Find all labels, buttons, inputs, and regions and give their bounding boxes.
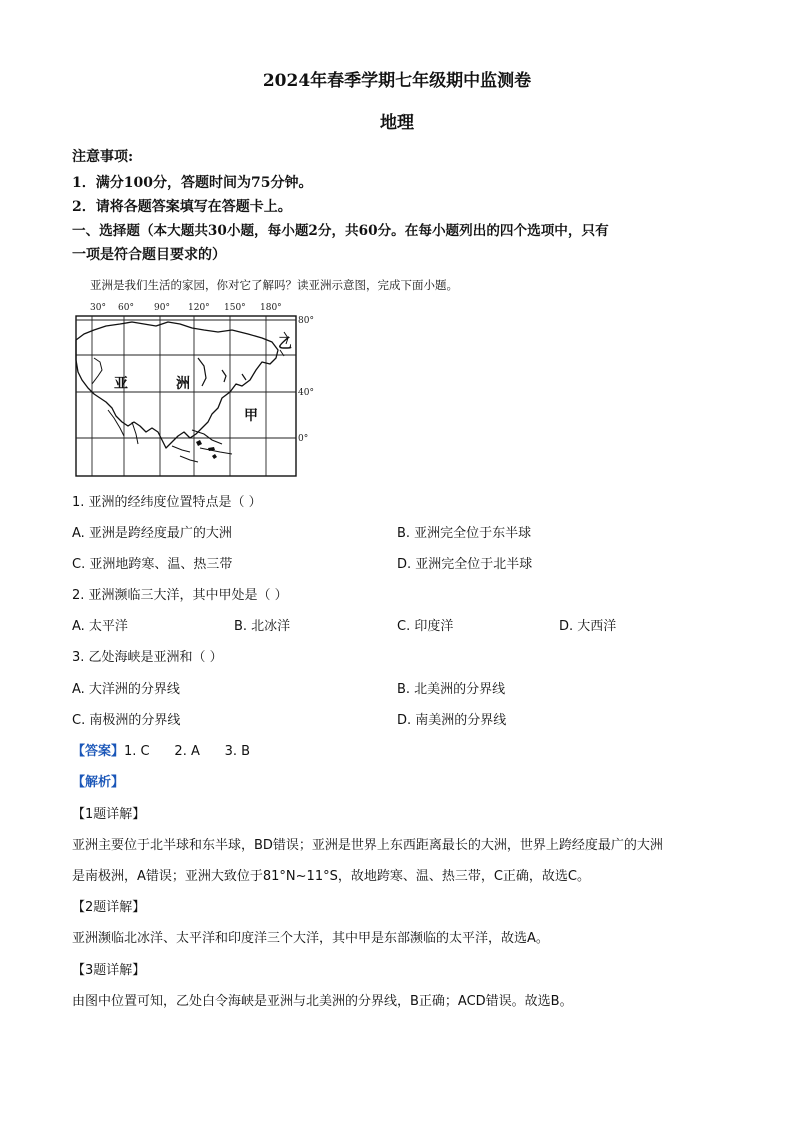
asia-map [72, 300, 322, 478]
q2-option-d[interactable]: D. 大西洋 [559, 619, 617, 634]
q1-option-c[interactable]: C. 亚洲地跨寒、温、热三带 [72, 557, 233, 572]
detail-2-line1: 亚洲濒临北冰洋、太平洋和印度洋三个大洋，其中甲是东部濒临的太平洋，故选A。 [72, 931, 549, 946]
lat-label-80: 80° [298, 316, 314, 326]
question-2-stem: 2. 亚洲濒临三大洋，其中甲处是（ ） [72, 588, 288, 603]
subject-title: 地理 [380, 113, 414, 133]
lat-label-0: 0° [298, 434, 309, 444]
map-label-zhou: 洲 [176, 376, 190, 392]
analysis-label: 【解析】 [72, 775, 125, 790]
q1-option-b[interactable]: B. 亚洲完全位于东半球 [397, 526, 532, 541]
question-1-stem: 1. 亚洲的经纬度位置特点是（ ） [72, 495, 262, 510]
question-intro: 亚洲是我们生活的家园，你对它了解吗？读亚洲示意图，完成下面小题。 [90, 278, 458, 292]
q3-option-b[interactable]: B. 北美洲的分界线 [397, 682, 506, 697]
note-item: 1．满分100分，答题时间为75分钟。 [72, 175, 313, 191]
lon-label-180: 180° [260, 303, 282, 313]
lon-label-150: 150° [224, 303, 246, 313]
q3-option-c[interactable]: C. 南极洲的分界线 [72, 713, 181, 728]
answer-text: 1. C 2. A 3. B [124, 744, 251, 759]
detail-1-line1: 亚洲主要位于北半球和东半球，BD错误；亚洲是世界上东西距离最长的大洲，世界上跨经度最广的大洲 [72, 838, 663, 853]
detail-3-line1: 由图中位置可知，乙处白令海峡是亚洲与北美洲的分界线，B正确；ACD错误。故选B。 [72, 994, 573, 1009]
map-label-yi: 乙 [278, 336, 292, 352]
detail-2-heading: 【2题详解】 [72, 900, 146, 915]
lon-label-120: 120° [188, 303, 210, 313]
q1-option-d[interactable]: D. 亚洲完全位于北半球 [397, 557, 533, 572]
map-frame [76, 316, 296, 476]
detail-1-heading: 【1题详解】 [72, 807, 146, 822]
exam-title: 2024年春季学期七年级期中监测卷 [262, 71, 532, 91]
lon-label-60: 60° [118, 303, 134, 313]
section-heading-line2: 一项是符合题目要求的） [72, 247, 226, 263]
q2-option-b[interactable]: B. 北冰洋 [234, 619, 291, 634]
question-3-stem: 3. 乙处海峡是亚洲和（ ） [72, 650, 223, 665]
detail-1-line2: 是南极洲，A错误；亚洲大致位于81°N~11°S，故地跨寒、温、热三带，C正确，故选C。 [72, 869, 591, 884]
map-label-ya: 亚 [114, 376, 128, 392]
answer-line [72, 743, 250, 761]
lon-label-30: 30° [90, 303, 106, 313]
q3-option-d[interactable]: D. 南美洲的分界线 [397, 713, 507, 728]
note-item: 2．请将各题答案填写在答题卡上。 [72, 199, 292, 215]
answer-label: 【答案】 [72, 744, 125, 759]
lat-label-40: 40° [298, 388, 314, 398]
q3-option-a[interactable]: A. 大洋洲的分界线 [72, 682, 180, 697]
q2-option-c[interactable]: C. 印度洋 [397, 619, 454, 634]
q1-option-a[interactable]: A. 亚洲是跨经度最广的大洲 [72, 526, 232, 541]
section-heading-line1: 一、选择题（本大题共30小题，每小题2分，共60分。在每小题列出的四个选项中，只有 [72, 223, 609, 239]
lon-label-90: 90° [154, 303, 170, 313]
notes-heading: 注意事项: [72, 149, 134, 165]
q2-option-a[interactable]: A. 太平洋 [72, 619, 128, 634]
detail-3-heading: 【3题详解】 [72, 963, 146, 978]
map-label-jia: 甲 [244, 408, 258, 424]
